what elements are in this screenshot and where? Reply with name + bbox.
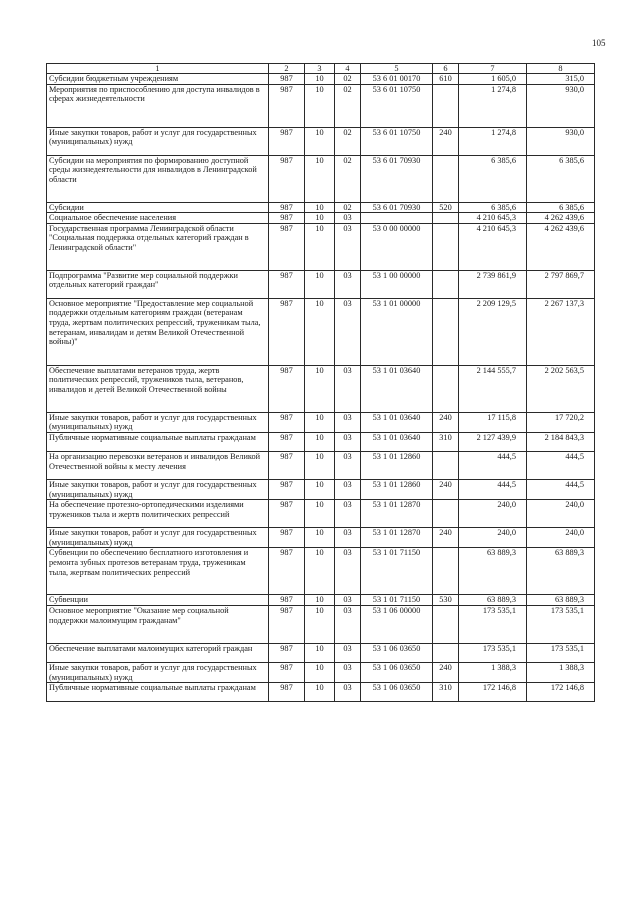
cell-chapter: 987 <box>269 479 305 499</box>
cell-section: 10 <box>305 84 335 127</box>
cell-chapter: 987 <box>269 432 305 451</box>
cell-name: Субсидии <box>47 202 269 213</box>
cell-amount-year2: 63 889,3 <box>527 548 595 595</box>
table-row <box>47 155 595 202</box>
cell-target-article: 53 1 01 00000 <box>361 298 433 365</box>
cell-name: Субвенции <box>47 595 269 606</box>
cell-amount-year1: 2 739 861,9 <box>459 270 527 298</box>
cell-target-article: 53 0 00 00000 <box>361 223 433 270</box>
cell-expense-type: 240 <box>433 528 459 548</box>
table-row <box>47 528 595 548</box>
cell-subsection: 02 <box>335 155 361 202</box>
table-row <box>47 662 595 682</box>
cell-amount-year2: 444,5 <box>527 479 595 499</box>
cell-amount-year2: 240,0 <box>527 528 595 548</box>
cell-target-article: 53 1 01 03640 <box>361 432 433 451</box>
cell-subsection: 03 <box>335 528 361 548</box>
cell-subsection: 03 <box>335 548 361 595</box>
cell-section: 10 <box>305 528 335 548</box>
cell-amount-year1: 444,5 <box>459 479 527 499</box>
table-row <box>47 223 595 270</box>
cell-target-article <box>361 213 433 224</box>
cell-amount-year2: 17 720,2 <box>527 412 595 432</box>
table-row <box>47 432 595 451</box>
cell-amount-year2: 930,0 <box>527 84 595 127</box>
cell-section: 10 <box>305 479 335 499</box>
cell-target-article: 53 1 01 71150 <box>361 595 433 606</box>
cell-chapter: 987 <box>269 365 305 412</box>
cell-amount-year2: 2 267 137,3 <box>527 298 595 365</box>
cell-expense-type <box>433 643 459 662</box>
cell-subsection: 02 <box>335 202 361 213</box>
cell-subsection: 03 <box>335 412 361 432</box>
cell-amount-year2: 4 262 439,6 <box>527 223 595 270</box>
table-row <box>47 74 595 85</box>
cell-amount-year1: 2 127 439,9 <box>459 432 527 451</box>
cell-amount-year1: 4 210 645,3 <box>459 213 527 224</box>
cell-amount-year1: 17 115,8 <box>459 412 527 432</box>
cell-amount-year2: 173 535,1 <box>527 605 595 643</box>
cell-amount-year2: 1 388,3 <box>527 662 595 682</box>
cell-amount-year1: 240,0 <box>459 528 527 548</box>
cell-chapter: 987 <box>269 605 305 643</box>
cell-expense-type <box>433 365 459 412</box>
cell-name: Социальное обеспечение населения <box>47 213 269 224</box>
cell-chapter: 987 <box>269 662 305 682</box>
table-row <box>47 365 595 412</box>
cell-subsection: 03 <box>335 479 361 499</box>
cell-amount-year1: 173 535,1 <box>459 643 527 662</box>
cell-target-article: 53 6 01 10750 <box>361 84 433 127</box>
cell-amount-year1: 2 144 555,7 <box>459 365 527 412</box>
cell-subsection: 03 <box>335 298 361 365</box>
cell-section: 10 <box>305 412 335 432</box>
cell-expense-type <box>433 500 459 528</box>
cell-section: 10 <box>305 451 335 479</box>
cell-chapter: 987 <box>269 595 305 606</box>
cell-target-article: 53 6 01 00170 <box>361 74 433 85</box>
cell-section: 10 <box>305 213 335 224</box>
cell-subsection: 03 <box>335 662 361 682</box>
cell-amount-year1: 63 889,3 <box>459 548 527 595</box>
cell-amount-year1: 1 388,3 <box>459 662 527 682</box>
header-cell: 5 <box>361 64 433 74</box>
header-cell: 1 <box>47 64 269 74</box>
cell-amount-year2: 2 797 869,7 <box>527 270 595 298</box>
cell-chapter: 987 <box>269 213 305 224</box>
cell-target-article: 53 6 01 70930 <box>361 202 433 213</box>
cell-target-article: 53 1 06 03650 <box>361 662 433 682</box>
table-row <box>47 643 595 662</box>
cell-target-article: 53 1 01 12870 <box>361 500 433 528</box>
cell-section: 10 <box>305 223 335 270</box>
cell-target-article: 53 1 01 12860 <box>361 479 433 499</box>
cell-chapter: 987 <box>269 223 305 270</box>
cell-expense-type <box>433 155 459 202</box>
cell-chapter: 987 <box>269 155 305 202</box>
table-row <box>47 683 595 702</box>
cell-amount-year1: 6 385,6 <box>459 202 527 213</box>
cell-expense-type: 240 <box>433 662 459 682</box>
cell-expense-type <box>433 298 459 365</box>
cell-expense-type: 240 <box>433 412 459 432</box>
cell-subsection: 02 <box>335 74 361 85</box>
table-row <box>47 298 595 365</box>
cell-name: Публичные нормативные социальные выплаты гражданам <box>47 432 269 451</box>
cell-section: 10 <box>305 365 335 412</box>
cell-amount-year2: 240,0 <box>527 500 595 528</box>
table-row <box>47 270 595 298</box>
cell-section: 10 <box>305 548 335 595</box>
cell-section: 10 <box>305 595 335 606</box>
cell-expense-type <box>433 270 459 298</box>
cell-expense-type: 610 <box>433 74 459 85</box>
cell-target-article: 53 6 01 70930 <box>361 155 433 202</box>
header-cell: 7 <box>459 64 527 74</box>
cell-amount-year1: 172 146,8 <box>459 683 527 702</box>
cell-section: 10 <box>305 127 335 155</box>
cell-subsection: 03 <box>335 605 361 643</box>
cell-chapter: 987 <box>269 451 305 479</box>
cell-amount-year1: 1 605,0 <box>459 74 527 85</box>
cell-section: 10 <box>305 74 335 85</box>
cell-subsection: 03 <box>335 223 361 270</box>
cell-chapter: 987 <box>269 643 305 662</box>
cell-chapter: 987 <box>269 84 305 127</box>
cell-chapter: 987 <box>269 683 305 702</box>
header-cell: 3 <box>305 64 335 74</box>
header-cell: 6 <box>433 64 459 74</box>
cell-chapter: 987 <box>269 298 305 365</box>
cell-amount-year1: 444,5 <box>459 451 527 479</box>
cell-section: 10 <box>305 643 335 662</box>
cell-name: Основное мероприятие "Предоставление мер социальной поддержки отдельным категориям граждан (ветеранам труда, жертвам политических репрессий, труженикам тыла, ветеранам, инвалидам и детям Великой Отечественной войны)" <box>47 298 269 365</box>
cell-name: На обеспечение протезно-ортопедическими изделиями тружеников тыла и жертв политических репрессий <box>47 500 269 528</box>
table-row <box>47 595 595 606</box>
cell-name: Обеспечение выплатами малоимущих категорий граждан <box>47 643 269 662</box>
cell-expense-type: 310 <box>433 683 459 702</box>
cell-name: Субсидии на мероприятия по формированию доступной среды жизнедеятельности для инвалидов в Ленинградской области <box>47 155 269 202</box>
cell-subsection: 03 <box>335 365 361 412</box>
cell-target-article: 53 1 00 00000 <box>361 270 433 298</box>
budget-table <box>46 63 595 702</box>
cell-target-article: 53 1 01 03640 <box>361 412 433 432</box>
cell-expense-type: 520 <box>433 202 459 213</box>
cell-subsection: 03 <box>335 451 361 479</box>
cell-expense-type: 240 <box>433 127 459 155</box>
cell-expense-type <box>433 84 459 127</box>
cell-amount-year1: 240,0 <box>459 500 527 528</box>
table-row <box>47 451 595 479</box>
cell-chapter: 987 <box>269 548 305 595</box>
cell-amount-year2: 2 184 843,3 <box>527 432 595 451</box>
cell-amount-year2: 2 202 563,5 <box>527 365 595 412</box>
cell-name: Публичные нормативные социальные выплаты гражданам <box>47 683 269 702</box>
cell-target-article: 53 1 01 12870 <box>361 528 433 548</box>
cell-target-article: 53 1 06 03650 <box>361 643 433 662</box>
cell-target-article: 53 1 06 00000 <box>361 605 433 643</box>
table-row <box>47 127 595 155</box>
cell-name: Иные закупки товаров, работ и услуг для государственных (муниципальных) нужд <box>47 528 269 548</box>
cell-section: 10 <box>305 270 335 298</box>
cell-chapter: 987 <box>269 202 305 213</box>
cell-chapter: 987 <box>269 528 305 548</box>
cell-subsection: 03 <box>335 683 361 702</box>
cell-name: Иные закупки товаров, работ и услуг для государственных (муниципальных) нужд <box>47 127 269 155</box>
cell-expense-type <box>433 451 459 479</box>
cell-section: 10 <box>305 155 335 202</box>
cell-name: Субвенции по обеспечению бесплатного изготовления и ремонта зубных протезов ветеранам труда, труженикам тыла, жертвам политических репрессий <box>47 548 269 595</box>
cell-amount-year2: 6 385,6 <box>527 202 595 213</box>
cell-chapter: 987 <box>269 127 305 155</box>
cell-name: Мероприятия по приспособлению для доступа инвалидов в сферах жизнедеятельности <box>47 84 269 127</box>
cell-chapter: 987 <box>269 270 305 298</box>
cell-expense-type: 240 <box>433 479 459 499</box>
cell-name: Субсидии бюджетным учреждениям <box>47 74 269 85</box>
cell-expense-type <box>433 605 459 643</box>
cell-name: Государственная программа Ленинградской области "Социальная поддержка отдельных категорий граждан в Ленинградской области" <box>47 223 269 270</box>
cell-amount-year1: 63 889,3 <box>459 595 527 606</box>
cell-expense-type: 310 <box>433 432 459 451</box>
cell-section: 10 <box>305 202 335 213</box>
cell-subsection: 03 <box>335 270 361 298</box>
cell-name: Основное мероприятие "Оказание мер социальной поддержки малоимущим гражданам" <box>47 605 269 643</box>
cell-amount-year2: 4 262 439,6 <box>527 213 595 224</box>
cell-amount-year2: 173 535,1 <box>527 643 595 662</box>
header-cell: 2 <box>269 64 305 74</box>
cell-section: 10 <box>305 500 335 528</box>
cell-section: 10 <box>305 432 335 451</box>
cell-amount-year2: 172 146,8 <box>527 683 595 702</box>
table-row <box>47 605 595 643</box>
cell-name: Подпрограмма "Развитие мер социальной поддержки отдельных категорий граждан" <box>47 270 269 298</box>
table-row <box>47 84 595 127</box>
cell-expense-type <box>433 548 459 595</box>
cell-section: 10 <box>305 683 335 702</box>
cell-target-article: 53 1 01 03640 <box>361 365 433 412</box>
table-row <box>47 548 595 595</box>
cell-amount-year2: 63 889,3 <box>527 595 595 606</box>
table-row <box>47 412 595 432</box>
cell-section: 10 <box>305 298 335 365</box>
cell-amount-year1: 2 209 129,5 <box>459 298 527 365</box>
cell-amount-year2: 6 385,6 <box>527 155 595 202</box>
header-cell: 8 <box>527 64 595 74</box>
cell-amount-year1: 173 535,1 <box>459 605 527 643</box>
cell-target-article: 53 1 01 71150 <box>361 548 433 595</box>
cell-name: Иные закупки товаров, работ и услуг для государственных (муниципальных) нужд <box>47 412 269 432</box>
table-row <box>47 479 595 499</box>
cell-expense-type <box>433 213 459 224</box>
cell-amount-year1: 6 385,6 <box>459 155 527 202</box>
cell-name: На организацию перевозки ветеранов и инвалидов Великой Отечественной войны к месту лечения <box>47 451 269 479</box>
cell-name: Иные закупки товаров, работ и услуг для государственных (муниципальных) нужд <box>47 479 269 499</box>
cell-amount-year2: 315,0 <box>527 74 595 85</box>
cell-amount-year1: 1 274,8 <box>459 84 527 127</box>
cell-amount-year1: 1 274,8 <box>459 127 527 155</box>
cell-name: Обеспечение выплатами ветеранов труда, жертв политических репрессий, тружеников тыла, ветеранов, инвалидов и детей Великой Отечественной войны <box>47 365 269 412</box>
page-number: 105 <box>592 38 606 48</box>
cell-section: 10 <box>305 662 335 682</box>
cell-section: 10 <box>305 605 335 643</box>
cell-subsection: 03 <box>335 500 361 528</box>
header-cell: 4 <box>335 64 361 74</box>
cell-chapter: 987 <box>269 500 305 528</box>
cell-subsection: 03 <box>335 213 361 224</box>
cell-subsection: 02 <box>335 84 361 127</box>
cell-expense-type: 530 <box>433 595 459 606</box>
table-row <box>47 202 595 213</box>
cell-chapter: 987 <box>269 412 305 432</box>
cell-expense-type <box>433 223 459 270</box>
cell-amount-year1: 4 210 645,3 <box>459 223 527 270</box>
table-row <box>47 213 595 224</box>
cell-amount-year2: 444,5 <box>527 451 595 479</box>
header-row <box>47 64 595 74</box>
cell-amount-year2: 930,0 <box>527 127 595 155</box>
table-row <box>47 500 595 528</box>
cell-target-article: 53 1 01 12860 <box>361 451 433 479</box>
cell-subsection: 03 <box>335 643 361 662</box>
cell-chapter: 987 <box>269 74 305 85</box>
cell-name: Иные закупки товаров, работ и услуг для государственных (муниципальных) нужд <box>47 662 269 682</box>
cell-subsection: 02 <box>335 127 361 155</box>
cell-target-article: 53 1 06 03650 <box>361 683 433 702</box>
cell-subsection: 03 <box>335 432 361 451</box>
cell-subsection: 03 <box>335 595 361 606</box>
cell-target-article: 53 6 01 10750 <box>361 127 433 155</box>
